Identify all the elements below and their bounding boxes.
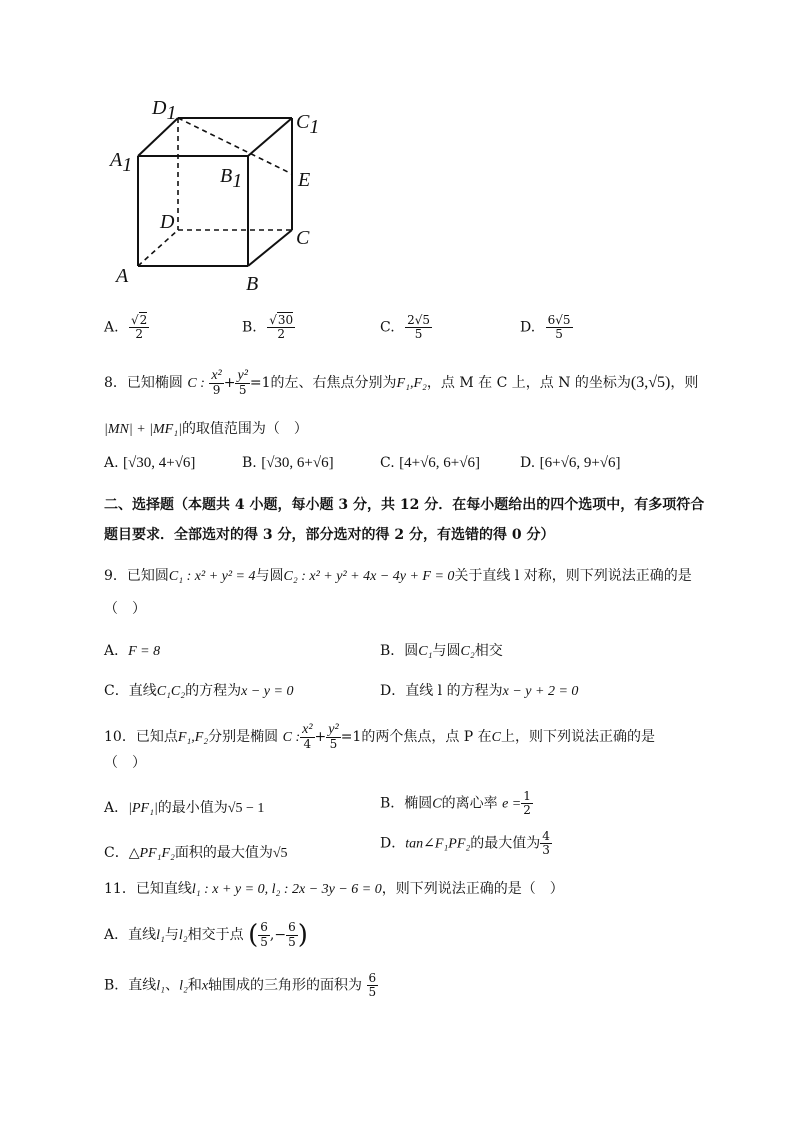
q8-option-d[interactable]: D. [6+√6, 9+√6] xyxy=(520,455,621,471)
section2-header-line2: 题目要求．全部选对的得 3 分，部分选对的得 2 分，有选错的得 0 分） xyxy=(104,527,555,543)
label-d1: D1 xyxy=(152,97,177,124)
label-a1: A1 xyxy=(110,149,133,176)
q10-option-d[interactable]: D．tan∠F₁PF₂的最大值为 $\frac{4}{3}$ xyxy=(380,829,550,858)
q8-option-a[interactable]: A. [√30, 4+√6] xyxy=(104,455,196,471)
q10-option-a[interactable]: A．|PF₁|的最小值为√5 − 1 xyxy=(104,800,265,816)
q9-option-a[interactable]: A．F = 8 xyxy=(104,643,161,659)
q8-option-b[interactable]: B. [√30, 6+√6] xyxy=(242,455,334,471)
q11-stem: 11．已知直线l₁ : x + y = 0, l₂ : 2x − 3y − 6 = 0，则下列说法正确的是（ ） xyxy=(104,881,564,897)
q10-paren: （ ） xyxy=(104,755,146,771)
q10-option-c[interactable]: C．△PF₁F₂面积的最大值为√5 xyxy=(104,845,288,861)
q9-stem: 9．已知圆C₁ : x² + y² = 4与圆C₂ : x² + y² + 4x − 4y + F = 0关于直线 l 对称，则下列说法正确的是 xyxy=(104,568,692,584)
q10-stem: 10．已知点F₁,F₂分别是椭圆 C : $\frac{\text{x²}}{4}$ + $\frac{\text{y²}}{5}$ =1的两个焦点，点 P 在C上，则下列说法正确的是 xyxy=(104,722,656,752)
q9-option-d[interactable]: D．直线 l 的方程为x − y + 2 = 0 xyxy=(380,683,579,699)
label-e: E xyxy=(298,169,311,191)
q8-stem-line2: |MN| + |MF₁|的取值范围为（ ） xyxy=(104,421,308,437)
q7-option-c[interactable]: C. $\frac{2√5}{5}$ xyxy=(380,313,431,342)
label-a: A xyxy=(116,265,129,287)
q8-option-c[interactable]: C. [4+√6, 6+√6] xyxy=(380,455,480,471)
q11-option-a[interactable]: A．直线l₁与l₂相交于点 ( $\frac{6}{5}$ ,− $\frac{6}{5}$ ) xyxy=(104,920,308,950)
q7-option-b[interactable]: B. $\frac{√30}{2}$ xyxy=(242,313,294,342)
q11-option-b[interactable]: B．直线l₁、l₂和x轴围成的三角形的面积为 $\frac{6}{5}$ xyxy=(104,971,377,1000)
q9-option-b[interactable]: B．圆C₁与圆C₂相交 xyxy=(380,643,503,659)
q9-paren: （ ） xyxy=(104,601,146,617)
q10-option-b[interactable]: B．椭圆C的离心率 e = $\frac{1}{2}$ xyxy=(380,789,531,818)
cube-figure xyxy=(100,90,340,300)
q9-option-c[interactable]: C．直线C₁C₂的方程为x − y = 0 xyxy=(104,683,294,699)
q8-stem-line1: 8．已知椭圆 C : $\frac{\text{x²}}{9}$ + $\frac{\text{y²}}{5}$ =1的左、右焦点分别为F₁,F₂，点 M 在 C 上，点 N 的坐标为(3,√5)，则 xyxy=(104,368,699,398)
q7-option-a[interactable]: A. $\frac{√2}{2}$ xyxy=(104,313,148,342)
section2-header-line1: 二、选择题（本题共 4 小题，每小题 3 分，共 12 分．在每小题给出的四个选项中，有多项符合 xyxy=(104,497,705,513)
q7-option-d[interactable]: D. $\frac{6√5}{5}$ xyxy=(520,313,571,342)
label-b1: B1 xyxy=(220,165,243,192)
label-b: B xyxy=(246,273,259,295)
label-d: D xyxy=(160,211,175,233)
label-c1: C1 xyxy=(296,111,320,138)
label-c: C xyxy=(296,227,310,249)
